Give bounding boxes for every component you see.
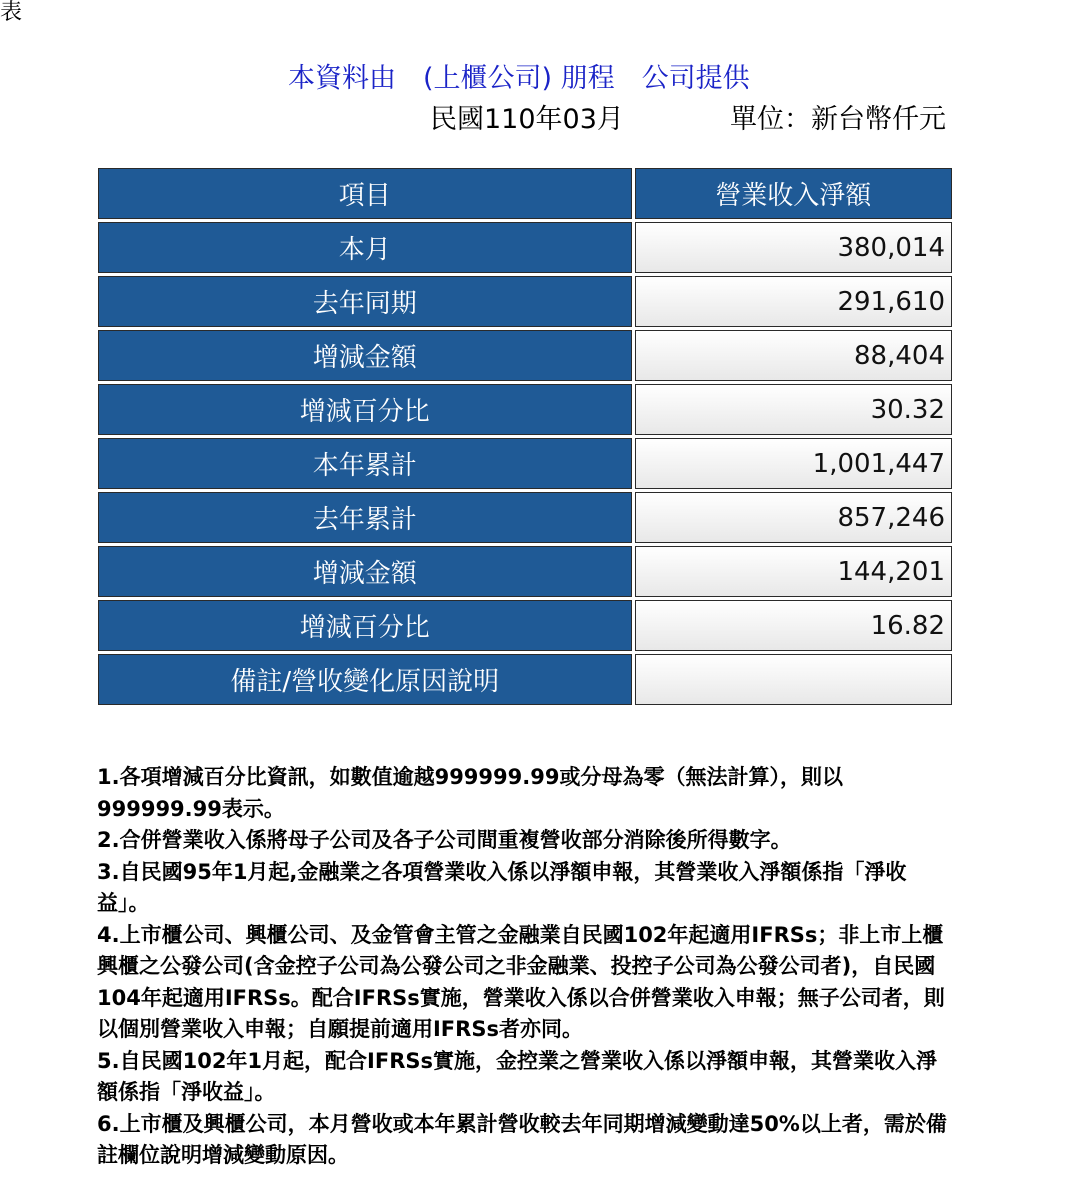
- header-item: 項目: [98, 168, 632, 219]
- report-period: 民國110年03月: [430, 104, 624, 135]
- row-value: 380,014: [635, 222, 952, 273]
- row-label: 增減百分比: [98, 384, 632, 435]
- row-label: 本年累計: [98, 438, 632, 489]
- note-item: 2.合併營業收入係將母子公司及各子公司間重複營收部分消除後所得數字。: [97, 828, 792, 852]
- remarks-value: [635, 654, 952, 705]
- table-row: [98, 384, 952, 435]
- table-row: [98, 492, 952, 543]
- row-value: 16.82: [635, 600, 952, 651]
- notes-section: [97, 762, 957, 1172]
- currency-unit: 單位：新台幣仟元: [730, 104, 946, 135]
- note-item: 1.各項增減百分比資訊，如數值逾越999999.99或分母為零（無法計算），則以999999.99表示。: [97, 765, 843, 821]
- table-row: [98, 600, 952, 651]
- row-label: 增減百分比: [98, 600, 632, 651]
- table-row: [98, 546, 952, 597]
- row-label: 去年累計: [98, 492, 632, 543]
- row-label: 增減金額: [98, 546, 632, 597]
- note-item: 3.自民國95年1月起,金融業之各項營業收入係以淨額申報，其營業收入淨額係指「淨收益」。: [97, 859, 907, 915]
- table-row: [98, 654, 952, 705]
- table-row: [98, 276, 952, 327]
- row-label: 本月: [98, 222, 632, 273]
- table-row: [98, 330, 952, 381]
- note-item: 5.自民國102年1月起，配合IFRSs實施，金控業之營業收入係以淨額申報，其營業收入淨額係指「淨收益」。: [97, 1048, 937, 1104]
- revenue-table: [95, 165, 955, 708]
- row-label: 備註/營收變化原因說明: [98, 654, 632, 705]
- row-value: 857,246: [635, 492, 952, 543]
- row-value: 88,404: [635, 330, 952, 381]
- row-value: 144,201: [635, 546, 952, 597]
- row-label: 去年同期: [98, 276, 632, 327]
- table-row: [98, 438, 952, 489]
- row-value: 291,610: [635, 276, 952, 327]
- table-row: [98, 222, 952, 273]
- note-item: 4.上市櫃公司、興櫃公司、及金管會主管之金融業自民國102年起適用IFRSs；非上市上櫃興櫃之公發公司(含金控子公司為公發公司之非金融業、投控子公司為公發公司者)，自民國104年起適用IFRSs。配合IFRSs實施，營業收入係以合併營業收入申報；無子公司者，則以個別營業收入申報；自願提前適用IFRSs者亦同。: [97, 922, 945, 1041]
- table-header-row: [98, 168, 952, 219]
- note-item: 6.上市櫃及興櫃公司，本月營收或本年累計營收較去年同期增減變動達50%以上者，需於備註欄位說明增減變動原因。: [97, 1111, 947, 1167]
- row-value: 1,001,447: [635, 438, 952, 489]
- row-value: 30.32: [635, 384, 952, 435]
- row-label: 增減金額: [98, 330, 632, 381]
- corner-character: 表: [0, 0, 23, 25]
- page-title: 本資料由 (上櫃公司) 朋程 公司提供: [288, 63, 750, 94]
- header-net-revenue: 營業收入淨額: [635, 168, 952, 219]
